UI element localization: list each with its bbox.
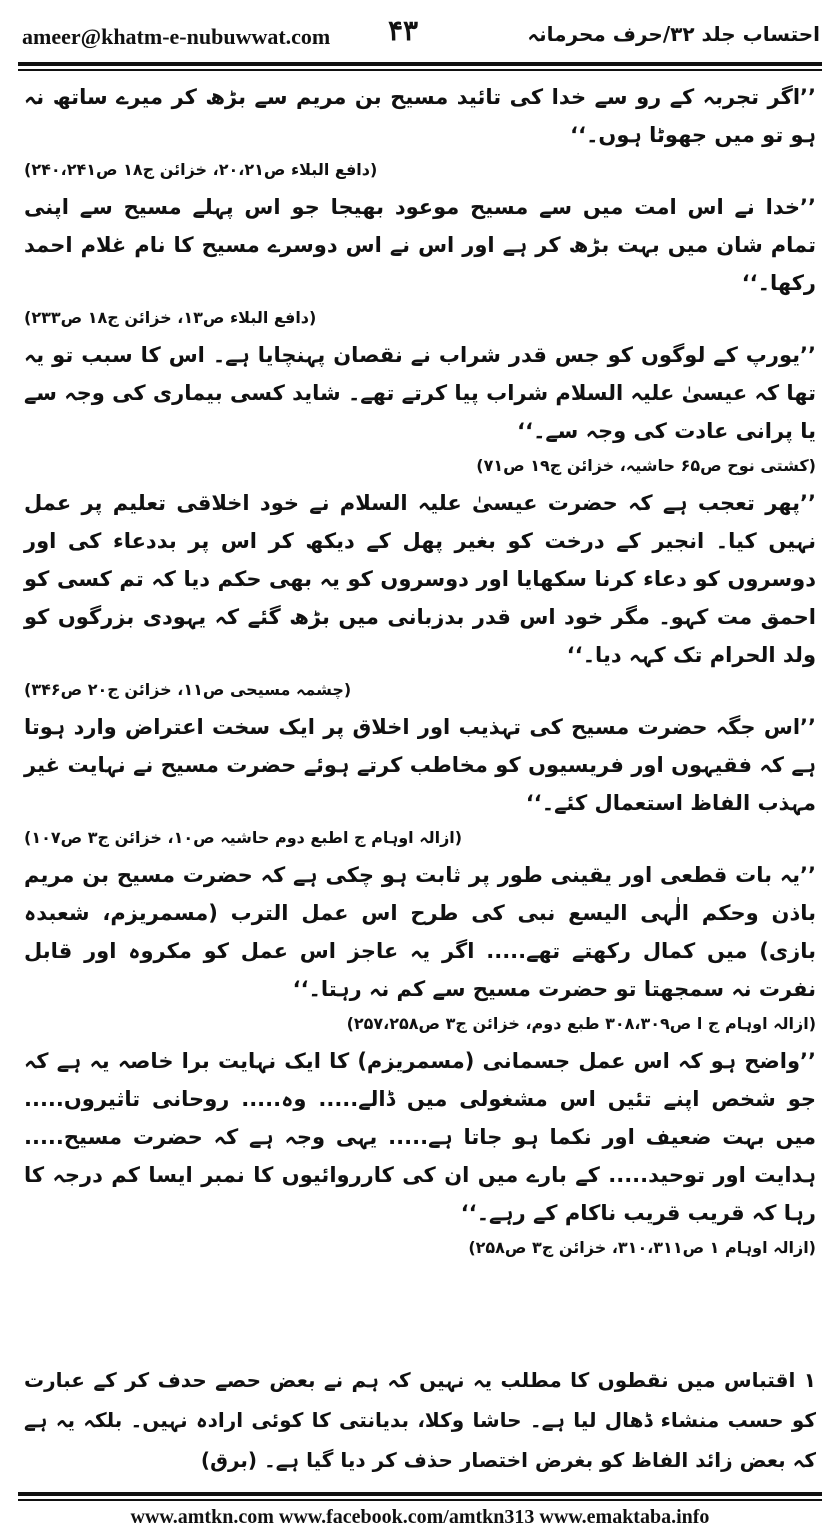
quote-block [24,708,816,854]
quote-text: ’’خدا نے اس امت میں سے مسیح موعود بھیجا جو اس پہلے مسیح سے اپنی تمام شان میں بہت بڑھ کر ہے اور اس نے اس دوسرے مسیح کا نام غلام احمد رکھا۔‘‘ [24,195,816,295]
quote-reference: (ازالہ اوہام ۱ ص۳۱۰،۳۱۱، خزائن ج۳ ص۲۵۸) [468,1238,816,1257]
quote-reference: (ازالہ اوہام ج اطبع دوم حاشیہ ص۱۰، خزائن ج۳ ص۱۰۷) [24,828,463,847]
quote-text: ’’اگر تجربہ کے رو سے خدا کی تائید مسیح بن مریم سے بڑھ کر میرے ساتھ نہ ہو تو میں جھوٹا ہوں۔‘‘ [24,85,816,147]
footer-rule-thick [18,1492,822,1496]
quote-text: ’’یورپ کے لوگوں کو جس قدر شراب نے نقصان پہنچایا ہے۔ اس کا سبب تو یہ تھا کہ عیسیٰ علیہ السلام شراب پیا کرتے تھے۔ شاید کسی بیماری کی وجہ سے یا پرانی عادت کی وجہ سے۔‘‘ [24,343,816,443]
page-header [18,14,822,58]
quote-text: ’’واضح ہو کہ اس عمل جسمانی (مسمریزم) کا ایک نہایت برا خاصہ یہ ہے کہ جو شخص اپنے تئیں اس مشغولی میں ڈالے..... وہ..... روحانی تاثیروں..... میں بہت ضعیف اور نکما ہو جاتا ہے..... یہی وجہ ہے کہ حضرت مسیح..... ہدایت اور توحید..... کے بارے میں ان کی کارروائیوں کا نمبر ایسا کم درجہ کا رہا کہ قریب قریب ناکام کے رہے۔‘‘ [24,1049,816,1225]
quote-text: ’’یہ بات قطعی اور یقینی طور پر ثابت ہو چکی ہے کہ حضرت مسیح بن مریم باذن وحکم الٰہی الیسع نبی کی طرح اس عمل الترب (مسمریزم، شعبدہ بازی) میں کمال رکھتے تھے..... اگر یہ عاجز اس عمل کو مکروہ اور قابل نفرت نہ سمجھتا تو حضرت مسیح سے کم نہ رہتا۔‘‘ [24,863,816,1001]
footer-rule-thin [18,1499,822,1501]
quote-reference: (دافع البلاء ص۱۳، خزائن ج۱۸ ص۲۳۳) [24,308,317,327]
footnote [24,1360,816,1480]
quote-text: ’’پھر تعجب ہے کہ حضرت عیسیٰ علیہ السلام نے خود اخلاقی تعلیم پر عمل نہیں کیا۔ انجیر کے درخت کو بغیر پھل کے دیکھ کر اس پر بددعاء کی اور دوسروں کو دعاء کرنا سکھایا اور دوسروں کو یہ بھی حکم دیا کہ تم کسی کو احمق مت کہو۔ مگر خود اس قدر بدزبانی میں بڑھ گئے کہ یہودی بزرگوں کو ولد الحرام تک کہہ دیا۔‘‘ [24,491,816,667]
quote-reference: (کشتی نوح ص۶۵ حاشیہ، خزائن ج۱۹ ص۷۱) [476,456,816,475]
footer-links[interactable]: www.amtkn.com www.facebook.com/amtkn313 www.emaktaba.info [130,1506,710,1528]
header-rule-thick [18,62,822,66]
quote-block [24,856,816,1040]
header-email[interactable]: ameer@khatm-e-nubuwwat.com [22,24,331,49]
quote-reference: (چشمہ مسیحی ص۱۱، خزائن ج۲۰ ص۳۴۶) [24,680,352,699]
quote-block [24,1042,816,1264]
header-rule-thin [18,69,822,71]
page-number: ۴۳ [388,14,419,47]
quote-block [24,484,816,706]
quote-reference: (دافع البلاء ص۲۰،۲۱، خزائن ج۱۸ ص۲۴۰،۲۴۱) [24,160,378,179]
page-body [24,78,816,1266]
footnote-text: ۱ اقتباس میں نقطوں کا مطلب یہ نہیں کہ ہم نے بعض حصے حدف کر کے عبارت کو حسب منشاء ڈھال لیا ہے۔ حاشا وکلا، بدیانتی کا کوئی ارادہ نہیں۔ بلکہ یہ ہے کہ بعض زائد الفاظ کو بغرض اختصار حذف کر دیا گیا ہے۔ (برق) [24,1368,816,1472]
quote-text: ’’اس جگہ حضرت مسیح کی تہذیب اور اخلاق پر ایک سخت اعتراض وارد ہوتا ہے کہ فقیہوں اور فریسیوں کو مخاطب کرتے ہوئے حضرت مسیح نے نہایت غیر مہذب الفاظ استعمال کئے۔‘‘ [24,715,816,815]
running-title: احتساب جلد ۳۲/حرف محرمانہ [527,22,820,46]
quote-block [24,188,816,334]
quote-block [24,78,816,186]
quote-block [24,336,816,482]
quote-reference: (ازالہ اوہام ج ا ص۳۰۸،۳۰۹ طبع دوم، خزائن ج۳ ص۲۵۷،۲۵۸) [346,1014,816,1033]
